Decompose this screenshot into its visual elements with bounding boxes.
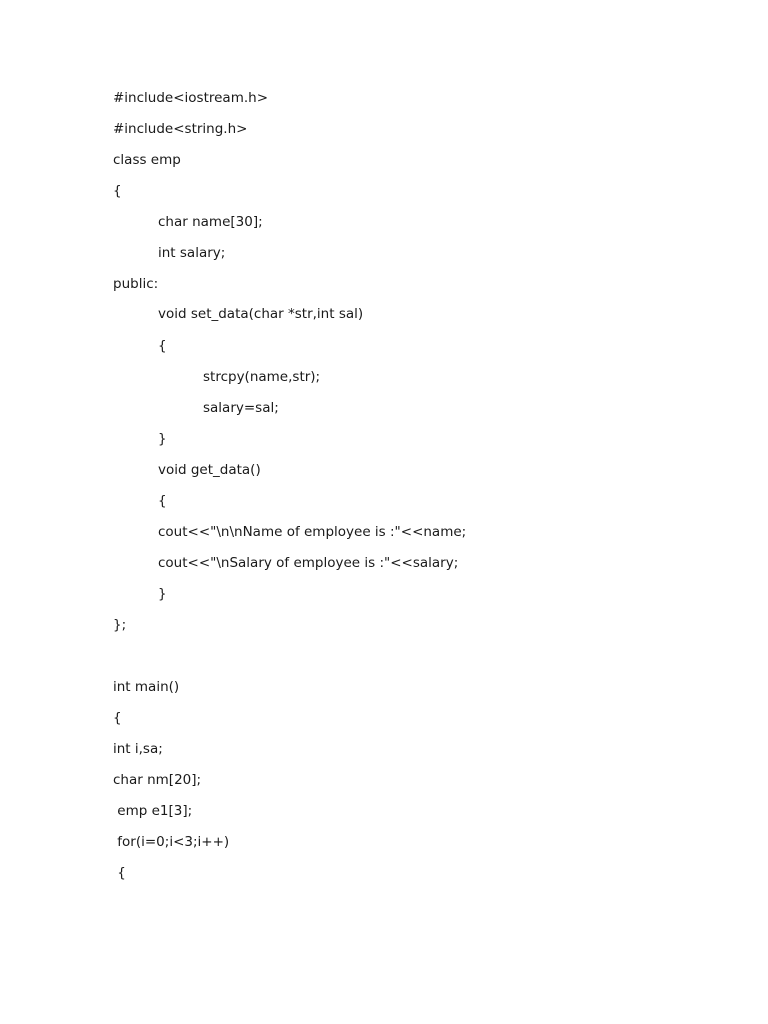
code-line-25: {: [113, 865, 126, 881]
code-line-19: int main(): [113, 679, 180, 695]
code-line-16: cout<<"\nSalary of employee is :"<<salary;: [158, 555, 459, 571]
code-line-22: char nm[20];: [113, 772, 202, 788]
code-line-7: public:: [113, 276, 159, 292]
code-line-24: for(i=0;i<3;i++): [113, 834, 230, 850]
code-line-10: strcpy(name,str);: [203, 369, 321, 385]
code-line-1: #include<iostream.h>: [113, 90, 269, 106]
code-line-5: char name[30];: [158, 214, 263, 230]
code-line-20: {: [113, 710, 122, 726]
code-line-18: };: [113, 617, 127, 633]
code-line-12: }: [158, 431, 167, 447]
code-line-23: emp e1[3];: [113, 803, 193, 819]
code-line-15: cout<<"\n\nName of employee is :"<<name;: [158, 524, 467, 540]
code-line-11: salary=sal;: [203, 400, 279, 416]
code-line-3: class emp: [113, 152, 181, 168]
code-line-21: int i,sa;: [113, 741, 163, 757]
code-line-13: void get_data(): [158, 462, 261, 478]
code-line-2: #include<string.h>: [113, 121, 248, 137]
code-line-14: {: [158, 493, 167, 509]
code-line-17: }: [158, 586, 167, 602]
code-line-6: int salary;: [158, 245, 226, 261]
code-line-8: void set_data(char *str,int sal): [158, 306, 364, 322]
code-line-4: {: [113, 183, 122, 199]
code-line-9: {: [158, 338, 167, 354]
